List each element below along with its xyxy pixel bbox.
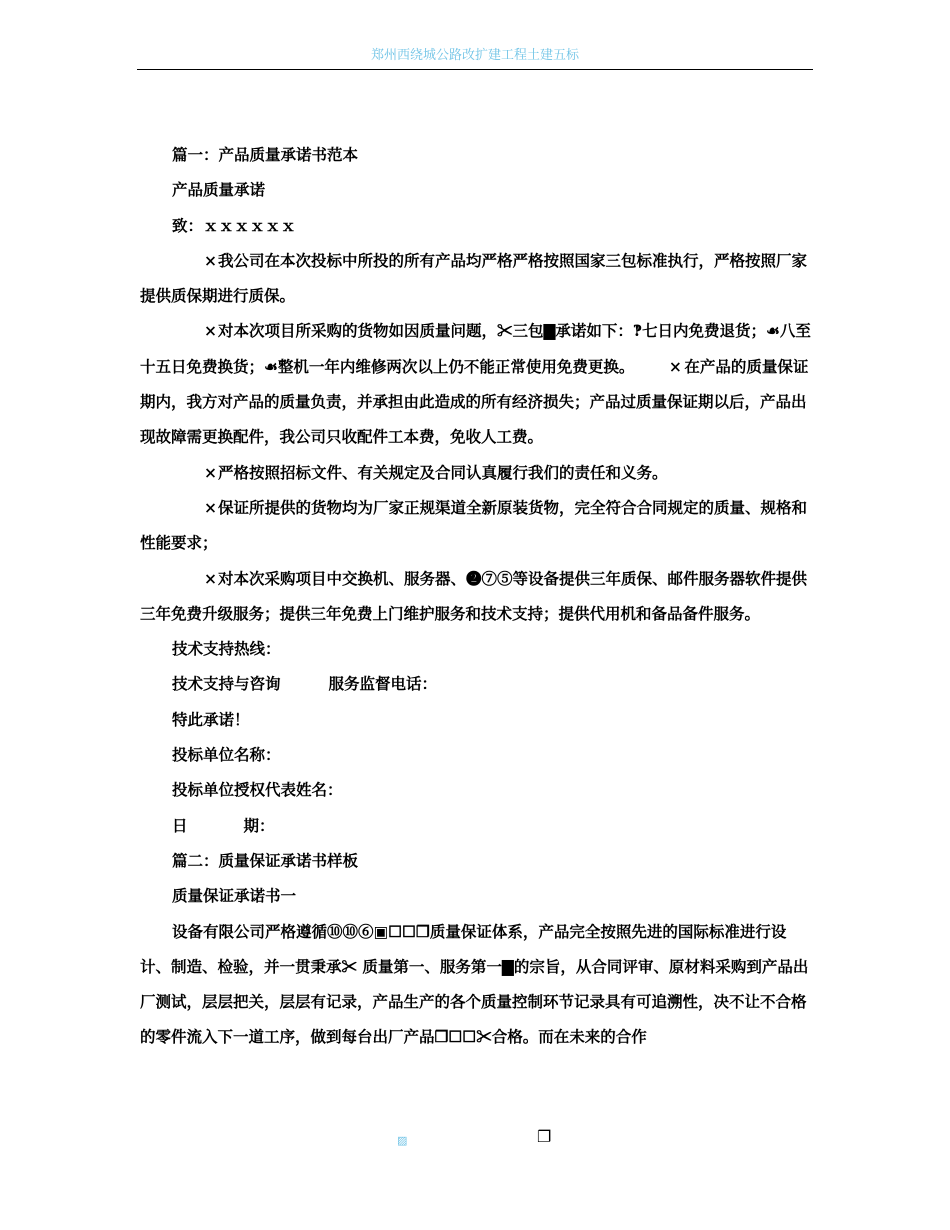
commitment-text-2a: 对本次项目所采购的货物如因质量问题，✂三包▇承诺如下：‽七日内免费退货；☙八至十五日免费换货；☙整机一年内维修两次以上仍不能正常使用免费更换。	[140, 321, 811, 376]
commitment-text-5: 对本次采购项目中交换机、服务器、❷⑦⑤等设备提供三年质保、邮件服务器软件提供三年免费升级服务；提供三年免费上门维护服务和技术支持；提供代用机和备品备件服务。	[140, 568, 808, 623]
document-body	[140, 137, 812, 1055]
date-line	[140, 808, 812, 843]
date-label-part1: 日	[172, 815, 188, 835]
commitment-item-3	[140, 455, 812, 490]
bullet-icon: ×	[204, 497, 217, 517]
support-hotline-label: 技术支持热线：	[172, 639, 281, 659]
commitment-item-5	[140, 561, 812, 632]
addressee-line: 致：ｘｘｘｘｘｘ	[172, 215, 297, 235]
commitment-text-4: 保证所提供的货物均为厂家正规渠道全新原装货物，完全符合合同规定的质量、规格和性能要求；	[140, 497, 808, 553]
sub-title-2: 质量保证承诺书一	[172, 886, 297, 906]
commitment-text-2b: 在产品的质量保证期内，我方对产品的质量负责，并承担由此造成的所有经济损失；产品过质量保证期以后，产品出现故障需更换配件，我公司只收配件工本费，免收人工费。	[140, 356, 809, 447]
date-label-part2: 期：	[243, 815, 275, 835]
copy-icon: ❐	[537, 1127, 552, 1146]
commitment-item-1	[140, 243, 812, 314]
support-consult-label: 技术支持与咨询	[172, 674, 281, 694]
commitment-text-3: 严格按照招标文件、有关规定及合同认真履行我们的责任和义务。	[218, 462, 668, 482]
commitment-item-2	[140, 313, 812, 454]
service-monitor-label: 服务监督电话：	[328, 674, 438, 694]
commitment-item-4	[140, 490, 812, 561]
footer-mark-icon: ▨	[397, 1134, 408, 1147]
bullet-icon: ×	[204, 462, 217, 482]
bullet-icon: ×	[668, 356, 682, 376]
support-line	[140, 666, 812, 701]
bidder-name-label: 投标单位名称：	[172, 745, 281, 765]
closing-statement: 特此承诺！	[172, 709, 250, 729]
section-title-1: 篇一：产品质量承诺书范本	[172, 145, 359, 164]
quality-paragraph: 设备有限公司严格遵循⑩⑩⑥▣☐☐❐质量保证体系，产品完全按照先进的国际标准进行设计、制造、检验，并一贯秉承✂ 质量第一、服务第一▇的宗旨，从合同评审、原材料采购到产品出厂测试，层层把关，层层有记录，产品生产的各个质量控制环节记录具有可追溯性，决不让不合格的零件流入下一道工序，做到每台出厂产品❐☐☐✂合格。而在未来的合作	[140, 921, 809, 1047]
bidder-rep-label: 投标单位授权代表姓名：	[172, 780, 343, 800]
section-title-2: 篇二：质量保证承诺书样板	[172, 850, 359, 870]
header-divider	[137, 69, 813, 70]
commitment-text-1: 我公司在本次投标中所投的所有产品均严格严格按照国家三包标准执行，严格按照厂家提供质保期进行质保。	[140, 250, 808, 306]
doc-subtitle: 产品质量承诺	[172, 180, 266, 200]
bullet-icon: ×	[204, 250, 217, 270]
bullet-icon: ×	[204, 568, 217, 588]
page-header-title: 郑州西绕城公路改扩建工程土建五标	[370, 48, 579, 63]
bullet-icon: ×	[204, 321, 217, 341]
